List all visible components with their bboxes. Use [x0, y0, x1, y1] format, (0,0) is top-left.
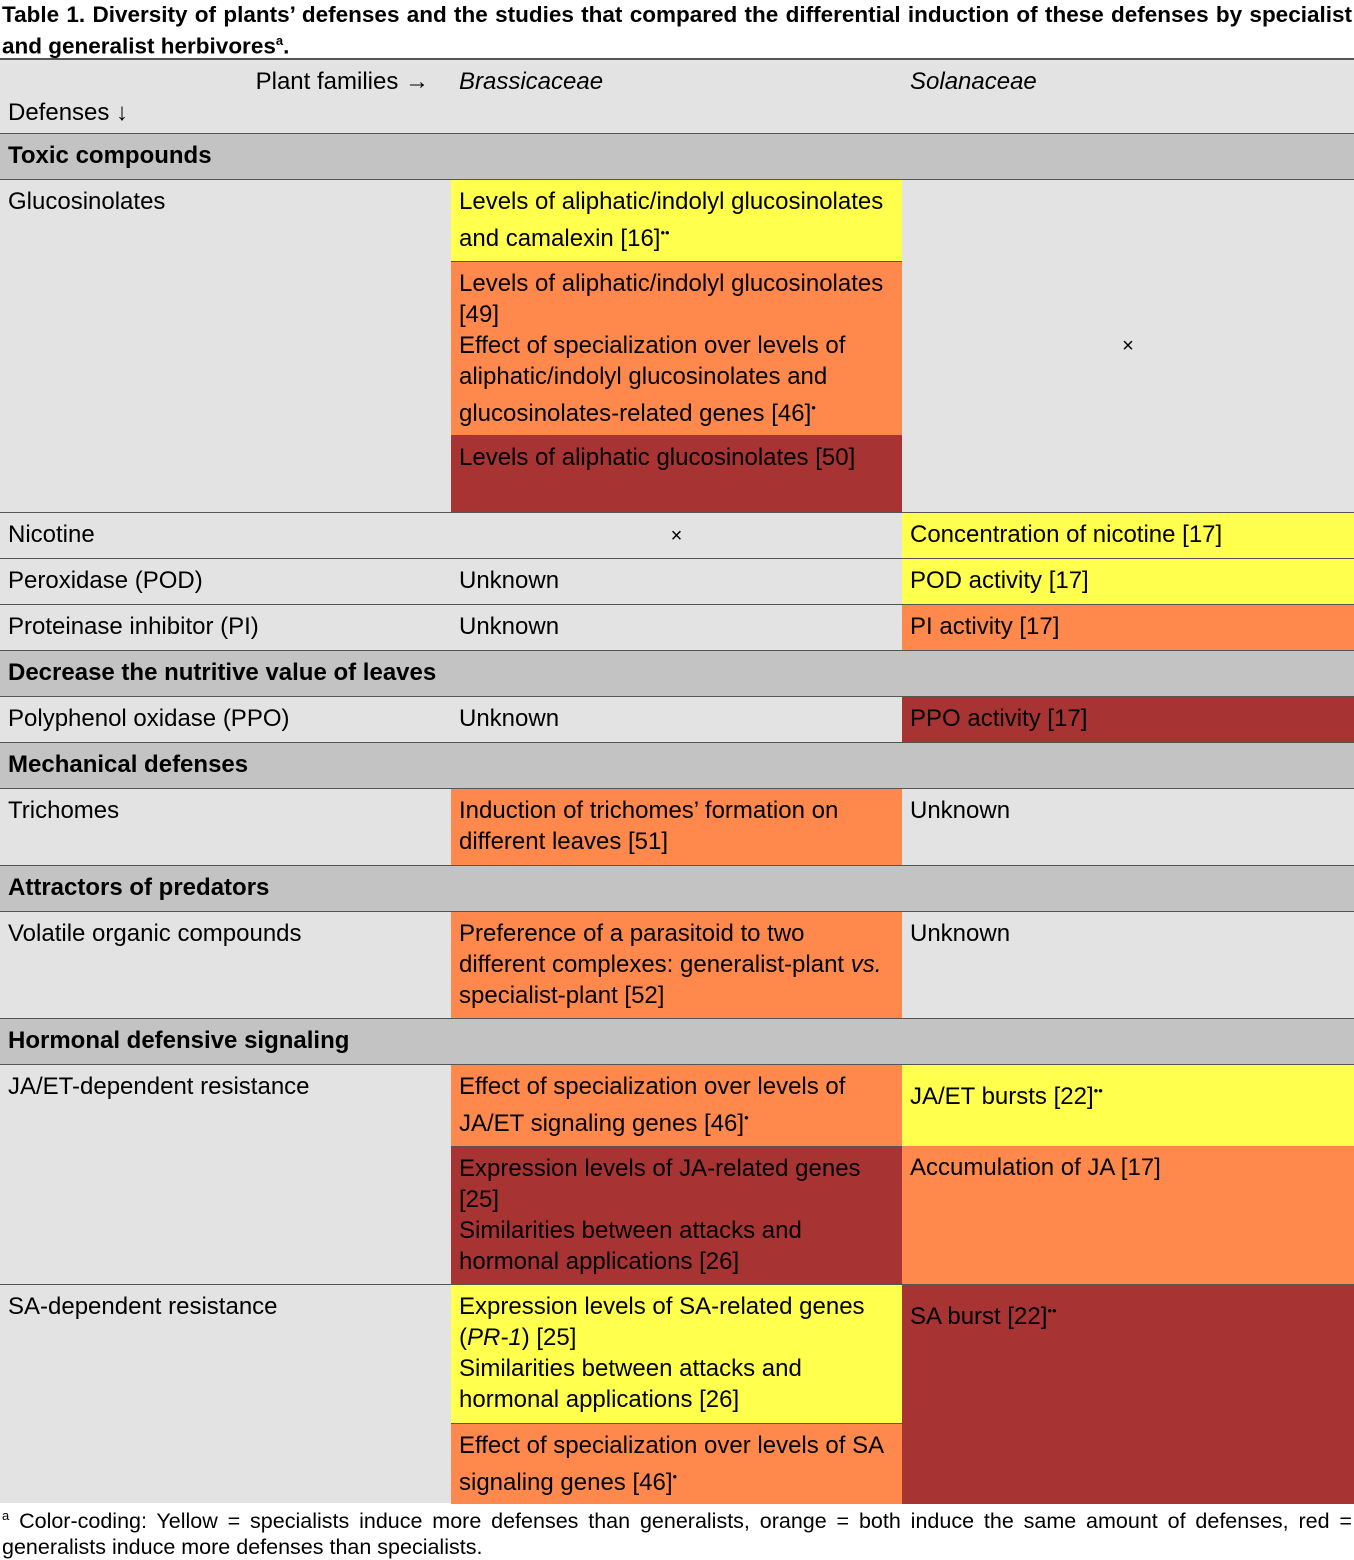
section-hormonal-signaling	[0, 1018, 1354, 1064]
cell-text: Levels of aliphatic/indolyl glucosinolates [49]	[459, 270, 884, 328]
cell-text: ) [25]	[521, 1324, 577, 1351]
table-footnote	[0, 1503, 1354, 1558]
table-caption	[0, 0, 1354, 58]
cell-text: Preference of a parasitoid to two different complexes: generalist-plant	[459, 920, 845, 978]
solanaceae-nicotine-yellow: Concentration of nicotine [17]	[902, 513, 1354, 559]
section-title: Hormonal defensive signaling	[8, 1027, 350, 1054]
brassicaceae-voc-orange	[451, 912, 902, 1019]
row-glucosinolates	[0, 179, 1354, 512]
solanaceae-ja-orange: Accumulation of JA [17]	[902, 1146, 1354, 1285]
bullet-marker: ••	[1093, 1083, 1103, 1098]
family-name: Brassicaceae	[459, 68, 604, 95]
bullet-marker: •	[672, 1469, 678, 1484]
bullet-marker: •	[744, 1110, 749, 1125]
cell-text: Effect of specialization over levels of aliphatic/indolyl glucosinolates and glucosinolates-related genes [46]	[459, 332, 846, 427]
defense-label: SA-dependent resistance	[8, 1293, 278, 1320]
brassicaceae-trichomes-orange: Induction of trichomes’ formation on different leaves [51]	[451, 789, 902, 866]
family-name: Solanaceae	[910, 68, 1037, 95]
defense-label: Trichomes	[8, 797, 120, 824]
gene-name: PR-1	[467, 1324, 522, 1351]
footnote-marker: a	[2, 1508, 10, 1523]
brassicaceae-sa-orange	[451, 1423, 902, 1504]
solanaceae-pi-orange: PI activity [17]	[902, 605, 1354, 651]
caption-end: .	[283, 33, 290, 59]
brassicaceae-glucosinolates-orange	[451, 261, 902, 435]
row-sa-resistance	[0, 1284, 1354, 1503]
defenses-label: Defenses ↓	[8, 99, 129, 126]
header-solanaceae	[902, 60, 1354, 135]
section-nutritive-value	[0, 650, 1354, 696]
table-header-row	[0, 58, 1354, 133]
cell-text-italic: vs.	[850, 951, 882, 978]
header-brassicaceae	[451, 60, 902, 135]
defense-label: Volatile organic compounds	[8, 920, 302, 947]
unknown-cell: Unknown	[910, 797, 1011, 824]
row-ja-et-resistance	[0, 1064, 1354, 1284]
cell-text: Similarities between attacks and hormonal applications [26]	[459, 1355, 802, 1413]
brassicaceae-glucosinolates-red: Levels of aliphatic glucosinolates [50]	[451, 435, 902, 513]
defense-label: JA/ET-dependent resistance	[8, 1073, 310, 1100]
defense-label: Polyphenol oxidase (PPO)	[8, 705, 290, 732]
defense-label: Glucosinolates	[8, 188, 166, 215]
bullet-marker: ••	[660, 225, 670, 240]
solanaceae-pod-yellow: POD activity [17]	[902, 559, 1354, 605]
cell-text: SA burst [22]	[910, 1303, 1048, 1330]
solanaceae-ppo-red: PPO activity [17]	[902, 697, 1354, 743]
section-attractors-of-predators	[0, 865, 1354, 911]
cell-text: Effect of specialization over levels of SA signaling genes [46]	[459, 1432, 883, 1496]
unknown-cell: Unknown	[910, 920, 1011, 947]
row-proteinase-inhibitor	[0, 604, 1354, 650]
section-title: Mechanical defenses	[8, 751, 249, 778]
row-nicotine	[0, 512, 1354, 558]
cell-text: Expression levels of SA-related genes (	[459, 1293, 865, 1351]
row-volatile-organic-compounds	[0, 911, 1354, 1018]
plant-families-label: Plant families →	[255, 68, 429, 95]
cell-text: specialist-plant [52]	[459, 982, 665, 1009]
brassicaceae-jaet-red	[451, 1146, 902, 1285]
unknown-cell: Unknown	[459, 567, 560, 594]
cell-text: Levels of aliphatic/indolyl glucosinolates and camalexin [16]	[459, 188, 884, 252]
row-polyphenol-oxidase	[0, 696, 1354, 742]
unknown-cell: Unknown	[459, 613, 560, 640]
row-trichomes	[0, 788, 1354, 865]
header-corner	[0, 60, 451, 135]
unknown-cell: Unknown	[459, 705, 560, 732]
not-applicable-mark: ×	[670, 525, 683, 547]
section-toxic-compounds	[0, 133, 1354, 179]
bullet-marker: •	[811, 400, 816, 415]
caption-footnote-marker: a	[275, 33, 284, 48]
defense-label: Nicotine	[8, 521, 95, 548]
section-title: Attractors of predators	[8, 874, 270, 901]
row-peroxidase	[0, 558, 1354, 604]
section-title: Decrease the nutritive value of leaves	[8, 659, 437, 686]
bullet-marker: ••	[1047, 1303, 1057, 1318]
section-title: Toxic compounds	[8, 142, 212, 169]
brassicaceae-glucosinolates-yellow	[451, 180, 902, 261]
solanaceae-sa-red	[902, 1285, 1354, 1504]
cell-text: Effect of specialization over levels of JA/ET signaling genes [46]	[459, 1073, 846, 1137]
caption-title: Table 1. Diversity of plants’ defenses and the studies that compared the differential induction of these defenses by specialist and generalist herbivores	[2, 2, 1352, 59]
section-mechanical-defenses	[0, 742, 1354, 788]
brassicaceae-jaet-orange	[451, 1065, 902, 1146]
cell-text: Similarities between attacks and hormonal applications [26]	[459, 1217, 802, 1275]
defense-label: Proteinase inhibitor (PI)	[8, 613, 259, 640]
solanaceae-jaet-yellow	[902, 1065, 1354, 1146]
cell-text: JA/ET bursts [22]	[910, 1083, 1094, 1110]
footnote-text: Color-coding: Yellow = specialists induce more defenses than generalists, orange = both induce the same amount of defenses, red = generalists induce more defenses than specialists.	[2, 1509, 1352, 1560]
not-applicable-mark: ×	[1122, 335, 1134, 357]
cell-text: Expression levels of JA-related genes [25]	[459, 1155, 861, 1213]
defense-label: Peroxidase (POD)	[8, 567, 203, 594]
brassicaceae-sa-yellow	[451, 1285, 902, 1423]
